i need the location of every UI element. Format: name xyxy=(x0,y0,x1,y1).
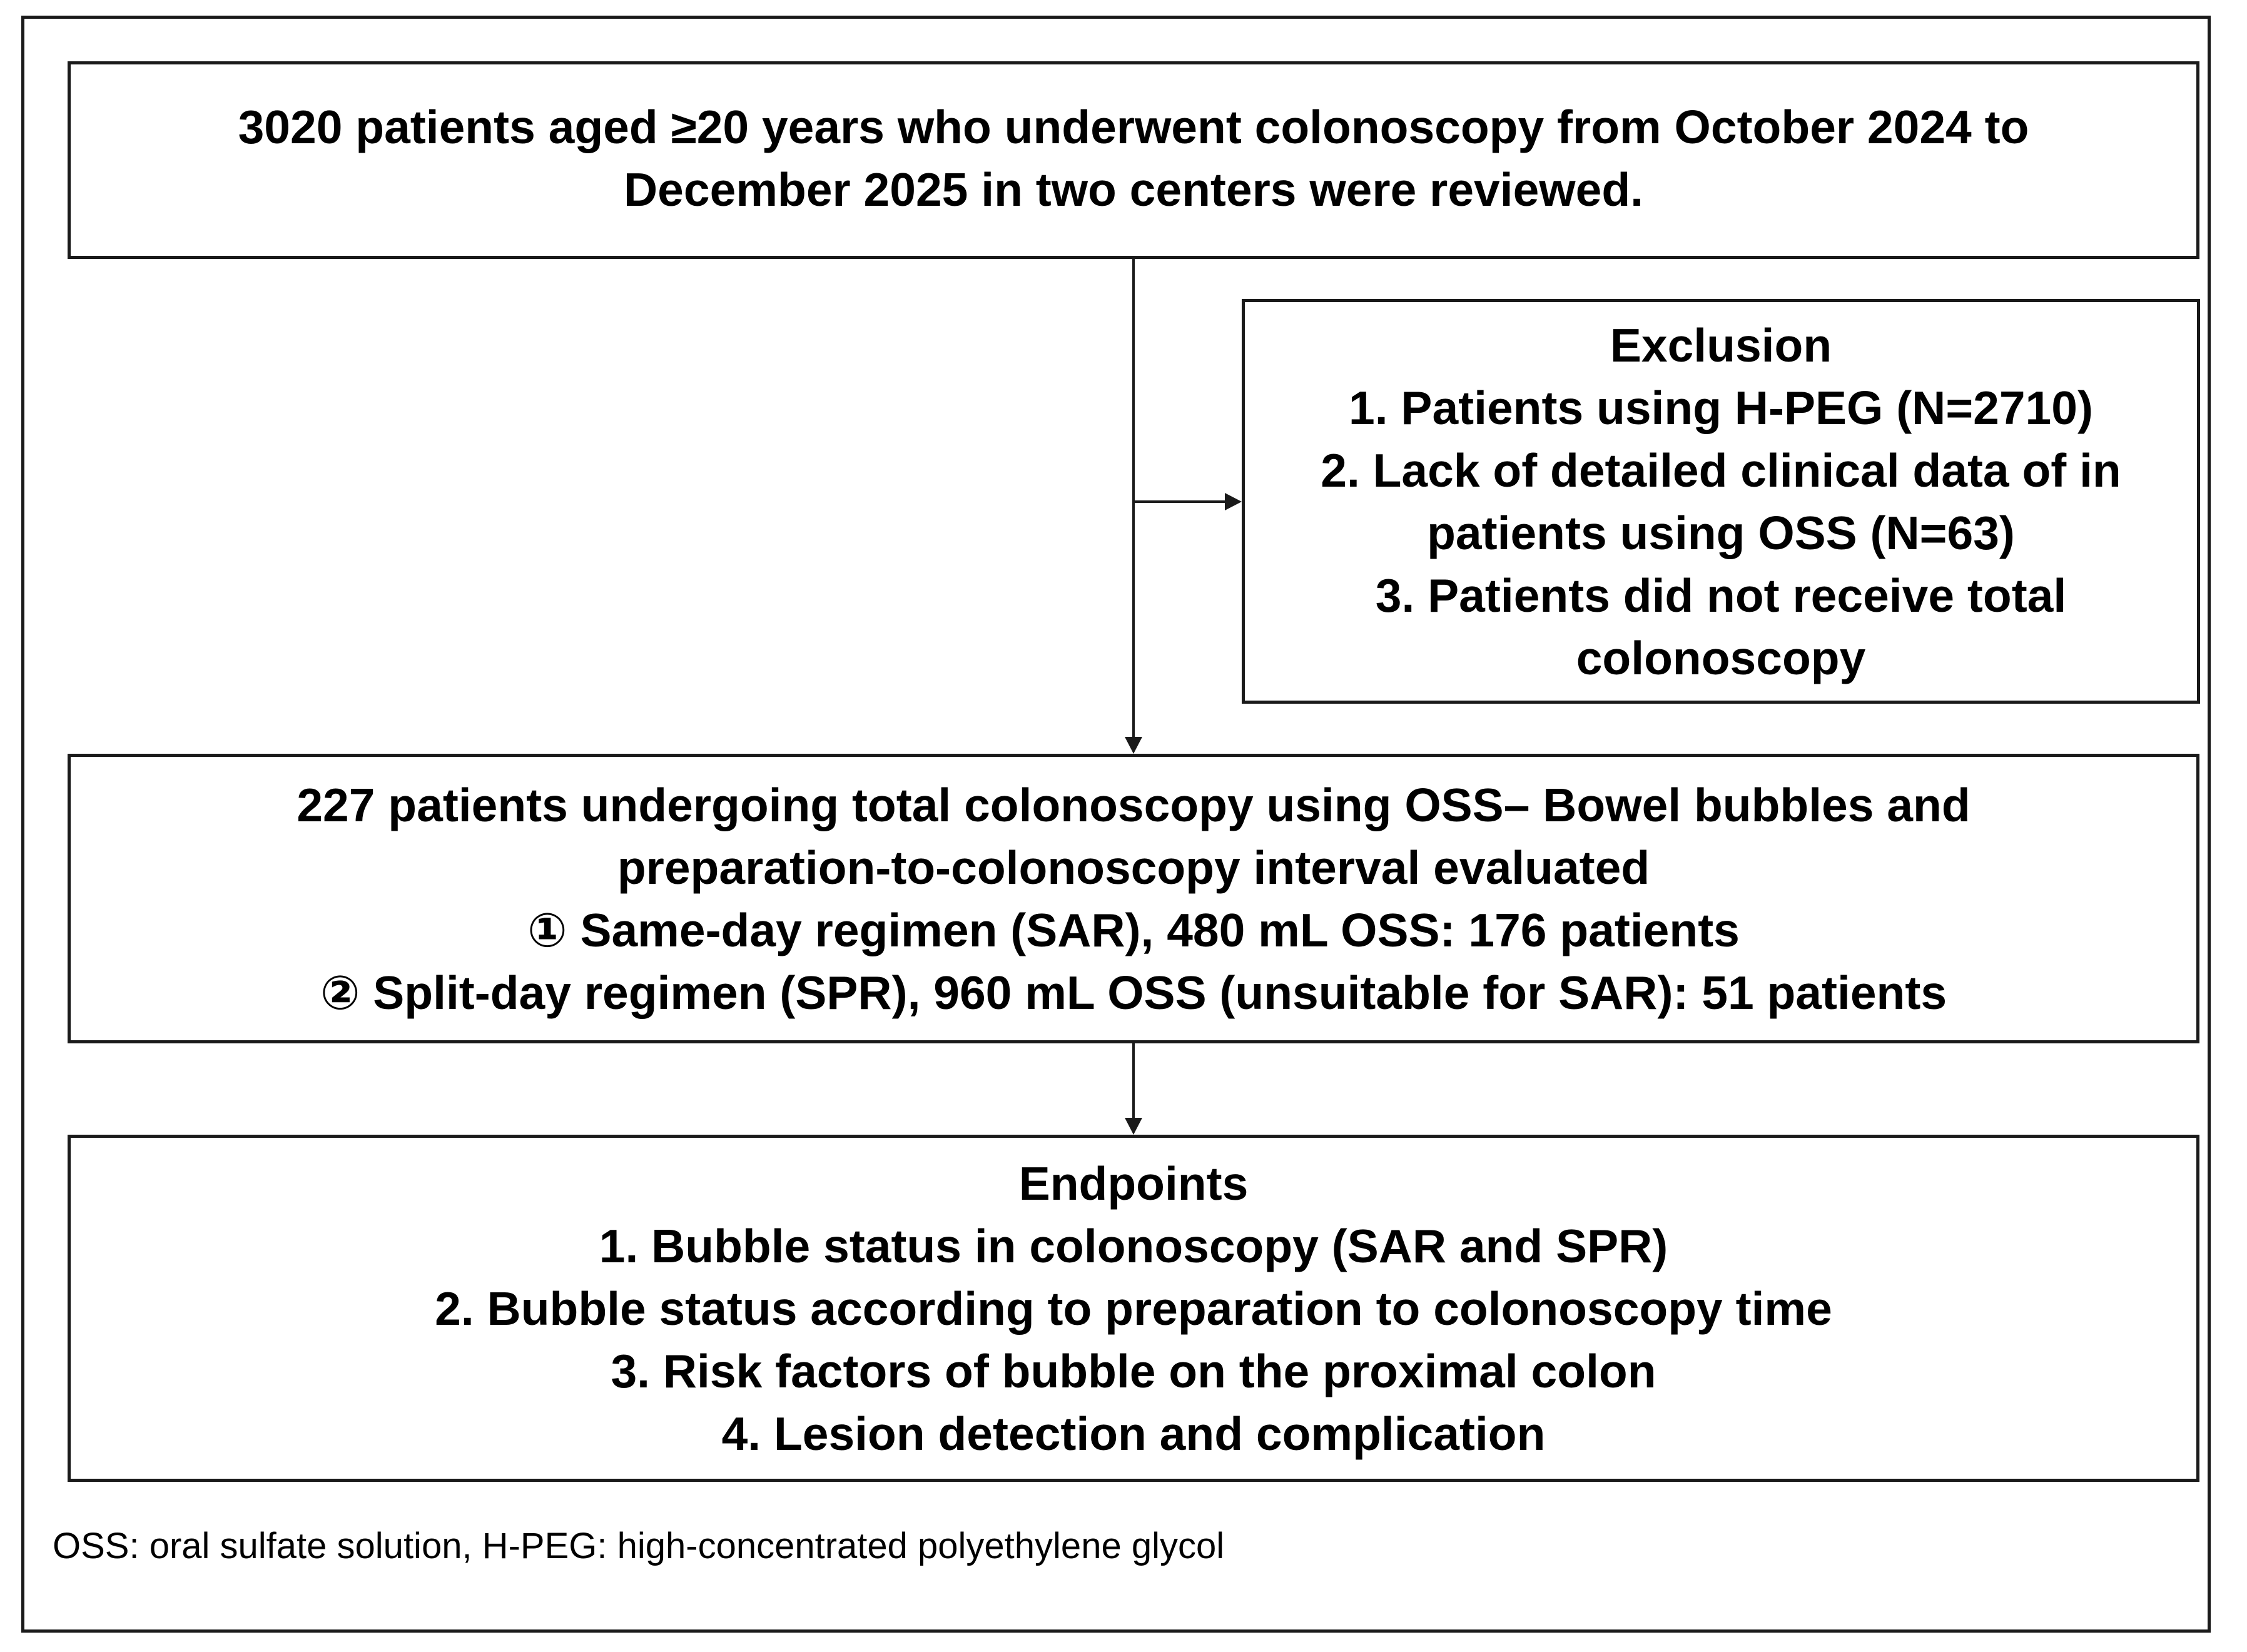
exclusion-heading: Exclusion xyxy=(1610,318,1832,372)
included-line-1: 227 patients undergoing total colonoscopy using OSS– Bowel bubbles and xyxy=(297,778,1971,831)
exclusion-line-2: 2. Lack of detailed clinical data of in xyxy=(1321,443,2121,497)
endpoint-item-2: 2. Bubble status according to preparation to colonoscopy time xyxy=(435,1282,1832,1335)
exclusion-line-1: 1. Patients using H-PEG (N=2710) xyxy=(1349,381,2093,434)
exclusion-line-3: patients using OSS (N=63) xyxy=(1427,506,2015,559)
endpoints-heading: Endpoints xyxy=(1018,1157,1249,1210)
screening-line-1: 3020 patients aged ≥20 years who underwent colonoscopy from October 2024 to xyxy=(238,101,2029,153)
screening-line-2: December 2025 in two centers were reviewed. xyxy=(624,163,1643,216)
exclusion-line-5: colonoscopy xyxy=(1576,631,1866,684)
included-line-sar: ① Same-day regimen (SAR), 480 mL OSS: 176 patients xyxy=(527,903,1740,956)
abbreviation-footnote: OSS: oral sulfate solution, H-PEG: high-concentrated polyethylene glycol xyxy=(53,1526,1225,1566)
exclusion-box xyxy=(1242,299,2200,704)
screening-box xyxy=(68,61,2199,259)
included-line-spr: ② Split-day regimen (SPR), 960 mL OSS (unsuitable for SAR): 51 patients xyxy=(320,966,1947,1019)
endpoint-item-3: 3. Risk factors of bubble on the proximal colon xyxy=(611,1344,1656,1397)
endpoints-box xyxy=(68,1135,2199,1482)
exclusion-line-4: 3. Patients did not receive total xyxy=(1375,569,2067,622)
included-line-2: preparation-to-colonoscopy interval evaluated xyxy=(617,841,1650,894)
endpoint-item-4: 4. Lesion detection and complication xyxy=(721,1407,1546,1460)
included-cohort-box xyxy=(68,754,2199,1043)
endpoint-item-1: 1. Bubble status in colonoscopy (SAR and SPR) xyxy=(599,1219,1668,1272)
